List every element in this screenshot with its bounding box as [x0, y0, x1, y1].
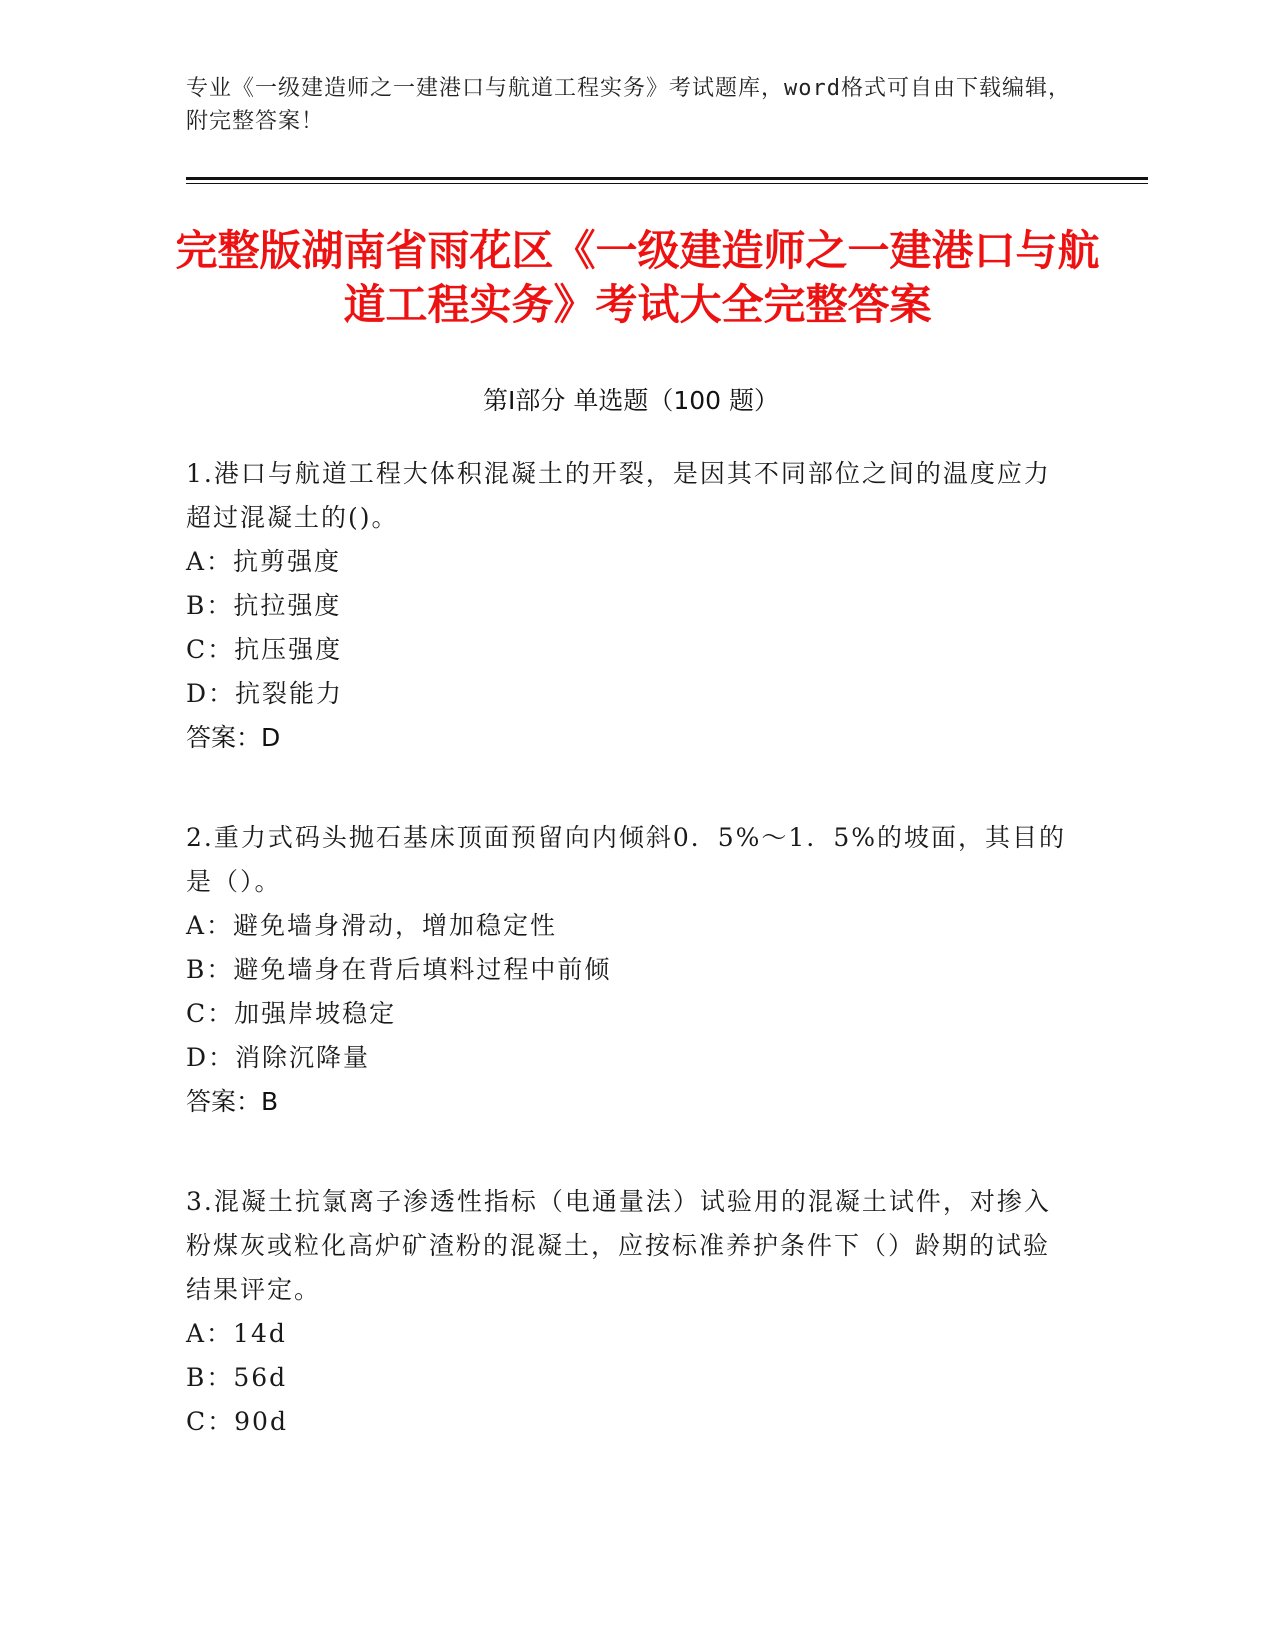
option-a: A：抗剪强度 — [186, 547, 342, 576]
question-2 — [186, 816, 1076, 1124]
header-divider-thick — [186, 177, 1148, 180]
option-c: C：抗压强度 — [186, 635, 343, 664]
question-1 — [186, 452, 1076, 760]
header-divider-thin — [186, 183, 1148, 184]
answer-text: 答案：B — [186, 1087, 279, 1116]
option-a: A：避免墙身滑动，增加稳定性 — [186, 911, 558, 940]
question-3 — [186, 1180, 1076, 1444]
section-heading: 第Ⅰ部分 单选题（100 题） — [483, 386, 779, 415]
option-b: B：56d — [186, 1363, 288, 1392]
option-d: D：消除沉降量 — [186, 1043, 371, 1072]
option-b: B：抗拉强度 — [186, 591, 342, 620]
answer-text: 答案：D — [186, 723, 281, 752]
question-stem: 2.重力式码头抛石基床顶面预留向内倾斜0．5%～1．5%的坡面，其目的是（）。 — [186, 823, 1066, 896]
option-c: C：加强岸坡稳定 — [186, 999, 397, 1028]
option-b: B：避免墙身在背后填料过程中前倾 — [186, 955, 612, 984]
question-stem: 1.港口与航道工程大体积混凝土的开裂，是因其不同部位之间的温度应力超过混凝土的()。 — [186, 459, 1051, 532]
option-a: A：14d — [186, 1319, 287, 1348]
question-stem: 3.混凝土抗氯离子渗透性指标（电通量法）试验用的混凝土试件，对掺入粉煤灰或粒化高炉矿渣粉的混凝土，应按标准养护条件下（）龄期的试验结果评定。 — [186, 1187, 1051, 1304]
option-c: C：90d — [186, 1407, 288, 1436]
option-d: D：抗裂能力 — [186, 679, 344, 708]
header-note: 专业《一级建造师之一建港口与航道工程实务》考试题库，word格式可自由下载编辑，附完整答案！ — [186, 76, 1071, 134]
document-title: 完整版湖南省雨花区《一级建造师之一建港口与航道工程实务》考试大全完整答案 — [175, 226, 1100, 329]
